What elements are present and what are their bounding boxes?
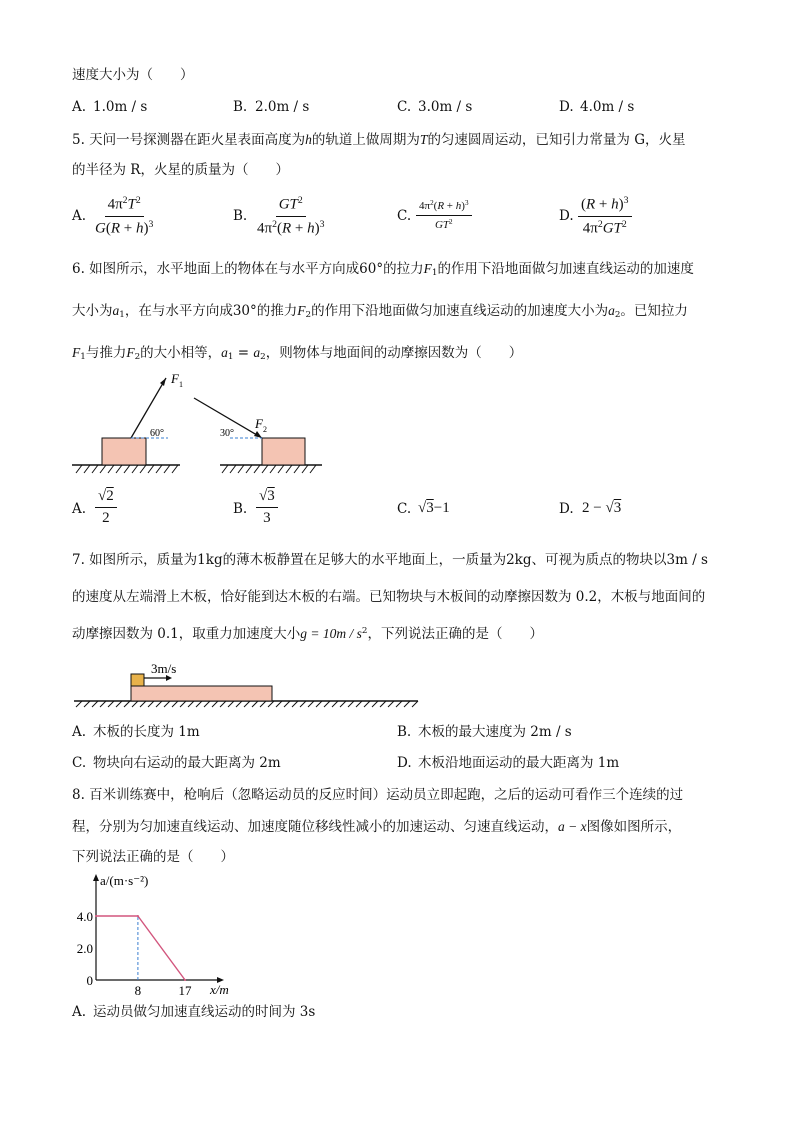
equals: = [233,345,254,361]
q5-option-b-letter[interactable]: B. [233,208,248,224]
text: ，下列说法正确的是（ ） [367,626,543,642]
option-letter: A. [72,724,87,740]
q5-option-c-letter[interactable]: C. [397,208,412,224]
option-text: 木板的最大速度为 2m / s [418,724,572,740]
option-letter: A. [72,99,87,115]
y-tick-label: 0 [86,973,93,988]
f1-subscript: 1 [179,380,183,389]
text: 的匀速圆周运动，已知引力常量为 G，火星 [427,132,686,148]
g-expression: g = 10m / s [300,626,362,641]
option-letter: D. [397,755,412,771]
text: 5. 天问一号探测器在距火星表面高度为 [72,132,306,148]
q7-board-diagram [72,660,422,710]
q4-tail-text: 速度大小为（ ） [72,67,194,83]
data-point-0 [95,915,97,917]
option-text: 2.0m / s [255,99,310,115]
var-a1: a [221,345,228,360]
text: 的薄木板静置在足够大的水平地面上，一质量为 [222,552,507,568]
hatch-left [76,465,178,473]
f1-label: F [171,371,179,386]
var-T: T [419,132,428,147]
option-letter: B. [397,724,412,740]
q5-option-c-formula[interactable]: $\frac{4\pi^2(R + h)^3}{GT^2}$ [416,199,472,231]
q6-force-diagram [70,372,330,472]
text: 的推力 [256,303,298,319]
option-text: 1.0m / s [93,99,148,115]
angle-30: 30° [232,303,257,319]
tail: −1 [433,500,450,516]
option-letter: C. [72,755,87,771]
text: 的作用下沿地面做匀加速直线运动的加速度 [437,261,694,277]
option-text: 3.0m / s [418,99,473,115]
var-F2: F [297,303,306,318]
angle-60-label: 60° [150,428,164,439]
q8-stem-line3: 下列说法正确的是（ ） [72,849,234,865]
small-block [131,674,144,686]
block-right [262,438,305,465]
q6-option-c-letter[interactable]: C. [397,501,412,517]
subscript: 1 [227,352,234,363]
text: 的拉力 [383,261,424,277]
q5-option-b-formula[interactable]: $\frac{GT^2}{4\pi^2(R + h)^3}$ [257,195,325,236]
ground-hatch [76,701,418,707]
speed: 3m / s [666,552,708,568]
option-letter: B. [233,99,248,115]
text: 的作用下沿地面做匀加速直线运动的加速度大小为 [311,303,609,319]
var-a2: a [608,303,615,318]
option-text: 运动员做匀加速直线运动的时间为 3s [93,1004,316,1020]
radicand: 3 [267,488,275,504]
arrowhead-icon [160,378,166,386]
text: 、可视为质点的物块以 [531,552,667,568]
option-letter: D. [559,99,574,115]
f2-subscript: 2 [263,425,267,434]
var-h: h [305,132,312,147]
var-F2: F [126,345,135,360]
q6-option-d-formula[interactable]: 2 − √3 [582,500,622,516]
text: ，在与水平方向成 [124,303,233,319]
radicand: 2 [106,488,114,504]
x-tick-label: 17 [178,983,192,998]
option-text: 木板沿地面运动的最大距离为 1m [418,755,620,771]
wood-board [131,686,272,701]
option-text: 4.0m / s [580,99,635,115]
option-text: 木板的长度为 1m [93,724,200,740]
subscript: 2 [305,310,312,321]
var-F1: F [423,261,432,276]
text: 与推力 [85,345,127,361]
q8-stem-line1: 8. 百米训练赛中，枪响后（忽略运动员的反应时间）运动员立即起跑，之后的运动可看作三个连续的过 [72,787,684,803]
option-text: 物块向右运动的最大距离为 2m [93,755,281,771]
text: 动摩擦因数为 0.1，取重力加速度大小 [72,626,301,642]
denominator: 2 [102,510,110,527]
y-tick-label: 2.0 [76,941,93,956]
x-tick-label: 8 [134,983,142,998]
var-a1: a [112,303,120,318]
arrowhead-icon [254,431,262,438]
q7-stem-line2: 的速度从左端滑上木板，恰好能到达木板的右端。已知物块与木板间的动摩擦因数为 0.2，木板与地面间的 [72,589,706,605]
subscript: 1 [119,310,125,321]
q5-stem-line1 [72,133,686,148]
radicand: 3 [426,500,434,516]
text: 图像如图所示， [586,819,682,835]
subscript: 2 [134,352,141,363]
text: 。已知拉力 [620,303,688,319]
text: 的轨道上做周期为 [311,132,420,148]
text: 大小为 [72,303,113,319]
q6-option-b-letter[interactable]: B. [233,501,248,517]
mass-board: 1kg [197,552,223,568]
option-letter: A. [72,1004,87,1020]
q5-option-a-letter[interactable]: A. [72,208,87,224]
q6-option-d-letter[interactable]: D. [559,501,574,517]
text: ，则物体与地面间的动摩擦因数为（ ） [265,345,523,361]
q6-option-b-formula[interactable]: $\frac{√3}{3}$ [256,488,278,528]
a-x-expression: a − x [558,819,587,834]
head: 2 − [582,500,602,516]
subscript: 1 [431,268,438,279]
subscript: 2 [614,310,621,321]
block-left [102,438,146,465]
q7-stem-line3: 动摩擦因数为 0.1，取重力加速度大小$g = 10m / s^2$，下列说法正确的是（ ） [72,626,543,642]
q6-option-a-formula[interactable]: $\frac{√2}{2}$ [95,488,117,528]
data-point-2 [184,979,186,981]
q5-option-d-letter[interactable]: D. [559,208,574,224]
text: 7. 如图所示，质量为 [72,552,198,568]
subscript: 2 [260,352,266,363]
q8-stem-line2 [72,820,681,835]
f2-label: F [255,416,263,431]
text: 程，分别为匀加速直线运动、加速度随位移线性减小的加速运动、匀速直线运动， [72,819,558,835]
x-axis-label: x/m [210,982,229,997]
q5-option-a-formula[interactable]: $\frac{4\pi^2T^2}{G(R + h)^3}$ [95,195,154,236]
q5-stem-line2: 的半径为 R，火星的质量为（ ） [72,162,289,178]
q6-option-a-letter[interactable]: A. [72,501,87,517]
q5-option-d-formula[interactable]: $\frac{(R + h)^3}{4\pi^2GT^2}$ [578,195,632,237]
var-F1: F [72,345,81,360]
y-axis-label: a/(m·s⁻²) [100,873,149,888]
text: 6. 如图所示，水平地面上的物体在与水平方向成 [72,261,360,277]
q6-stem-line1 [72,262,694,278]
y-axis-arrow-icon [93,874,99,881]
q6-stem-line3 [72,346,522,362]
denominator: 3 [263,510,271,527]
velocity-label: 3m/s [151,661,177,676]
subscript: 1 [80,352,86,363]
q7-stem-line1 [72,554,708,568]
q8-acceleration-chart [70,870,230,1000]
radicand: 3 [613,500,622,516]
y-tick-label: 4.0 [76,909,93,924]
mass-block: 2kg [506,552,532,568]
text: 的大小相等， [140,345,222,361]
angle-30-label: 30° [220,428,234,439]
var-a2: a [253,345,261,360]
hatch-right [222,465,316,473]
q6-stem-line2 [72,304,688,320]
series-segment-1 [138,916,185,980]
data-point-1 [137,915,139,917]
q6-option-c-formula[interactable]: √3−1 [418,500,450,516]
angle-60: 60° [359,261,384,277]
option-letter: C. [397,99,412,115]
